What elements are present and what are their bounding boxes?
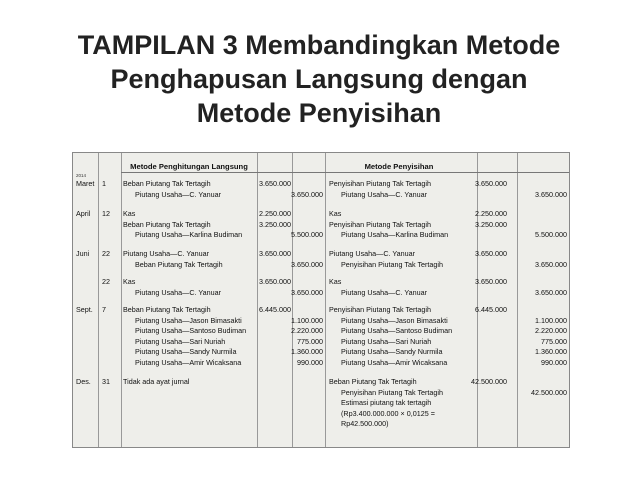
left-account-line: Piutang Usaha—Amir Wicaksana: [135, 357, 242, 367]
column-divider: [517, 153, 518, 447]
left-debit-amount: 3.650.000: [259, 179, 291, 188]
right-account-line: (Rp3.400.000.000 × 0,0125 =: [341, 408, 435, 418]
left-debit-amount: 6.445.000: [259, 305, 291, 314]
year-label: 2014: [76, 173, 87, 178]
right-debit-amount: 6.445.000: [475, 305, 507, 314]
left-account-line: Beban Piutang Tak Tertagih: [135, 259, 223, 269]
right-debit-amount: 3.650.000: [475, 179, 507, 188]
left-method-header: Metode Penghitungan Langsung: [130, 162, 248, 171]
column-divider: [121, 153, 122, 447]
right-account-line: Kas: [329, 209, 342, 218]
left-account-line: Kas: [123, 209, 136, 218]
right-account-line: Piutang Usaha—Karlina Budiman: [341, 230, 449, 239]
right-debit-amount: 3.250.000: [475, 219, 507, 229]
left-account-line: Beban Piutang Tak Tertagih: [123, 305, 211, 314]
column-divider: [325, 153, 326, 447]
right-method-header: Metode Penyisihan: [364, 162, 434, 171]
right-credit-amount: 1.100.000: [535, 315, 567, 325]
right-credit-amount: 42.500.000: [531, 387, 567, 397]
left-debit-amount: 3.650.000: [259, 277, 291, 286]
right-debit-amount: 2.250.000: [475, 209, 507, 218]
journal-comparison-table: [72, 152, 570, 448]
right-account-line: Piutang Usaha—Jason Bimasakti: [341, 315, 448, 325]
entry-month: Des.: [76, 377, 91, 386]
right-credit-amount: 3.650.000: [535, 189, 567, 199]
entry-day: 31: [102, 377, 110, 386]
entry-day: 12: [102, 209, 110, 218]
left-debit-amount: 3.650.000: [259, 249, 291, 258]
right-account-line: Penyisihan Piutang Tak Tertagih: [329, 305, 432, 314]
column-divider: [98, 153, 99, 447]
right-account-line: Penyisihan Piutang Tak Tertagih: [341, 387, 444, 397]
right-debit-amount: 3.650.000: [475, 277, 507, 286]
right-account-line: Beban Piutang Tak Tertagih: [329, 377, 417, 386]
left-credit-amount: 1.360.000: [291, 347, 323, 356]
left-account-line: Beban Piutang Tak Tertagih: [123, 179, 211, 188]
left-credit-amount: 1.100.000: [291, 315, 323, 325]
left-account-line: Piutang Usaha—Jason Bimasakti: [135, 315, 242, 325]
entry-month: Maret: [76, 179, 95, 188]
left-account-line: Beban Piutang Tak Tertagih: [123, 219, 211, 229]
right-credit-amount: 5.500.000: [535, 230, 567, 239]
right-account-line: Piutang Usaha—C. Yanuar: [341, 189, 428, 199]
entry-month: Juni: [76, 249, 90, 258]
left-account-line: Piutang Usaha—Santoso Budiman: [135, 326, 247, 335]
right-account-line: Piutang Usaha—C. Yanuar: [329, 249, 416, 258]
right-credit-amount: 3.650.000: [535, 259, 567, 269]
left-credit-amount: 3.650.000: [291, 287, 323, 297]
left-account-line: Piutang Usaha—C. Yanuar: [123, 249, 210, 258]
column-divider: [477, 153, 478, 447]
entry-month: Sept.: [76, 305, 93, 314]
left-account-line: Kas: [123, 277, 136, 286]
left-account-line: Piutang Usaha—C. Yanuar: [135, 189, 222, 199]
left-account-line: Piutang Usaha—Sandy Nurmila: [135, 347, 237, 356]
right-account-line: Piutang Usaha—Santoso Budiman: [341, 326, 453, 335]
right-account-line: Piutang Usaha—Sari Nuriah: [341, 336, 432, 346]
slide-title: TAMPILAN 3 Membandingkan Metode Penghapusan Langsung dengan Metode Penyisihan: [77, 30, 561, 128]
header-underline: [121, 172, 569, 173]
left-credit-amount: 2.220.000: [291, 326, 323, 335]
entry-day: 1: [102, 179, 106, 188]
left-account-line: Piutang Usaha—C. Yanuar: [135, 287, 222, 297]
right-account-line: Piutang Usaha—Sandy Nurmila: [341, 347, 443, 356]
right-account-line: Piutang Usaha—C. Yanuar: [341, 287, 428, 297]
right-account-line: Rp42.500.000): [341, 419, 389, 428]
entry-day: 22: [102, 277, 110, 286]
entry-month: April: [76, 209, 91, 218]
column-divider: [257, 153, 258, 447]
left-credit-amount: 3.650.000: [291, 259, 323, 269]
left-debit-amount: 2.250.000: [259, 209, 291, 218]
right-account-line: Estimasi piutang tak tertagih: [341, 398, 432, 407]
right-account-line: Penyisihan Piutang Tak Tertagih: [329, 179, 432, 188]
left-account-line: Tidak ada ayat jurnal: [123, 377, 190, 386]
right-credit-amount: 990.000: [541, 357, 567, 367]
right-account-line: Kas: [329, 277, 342, 286]
right-account-line: Penyisihan Piutang Tak Tertagih: [329, 219, 432, 229]
left-credit-amount: 775.000: [297, 336, 323, 346]
left-credit-amount: 3.650.000: [291, 189, 323, 199]
right-debit-amount: 42.500.000: [471, 377, 507, 386]
right-credit-amount: 2.220.000: [535, 326, 567, 335]
left-credit-amount: 990.000: [297, 357, 323, 367]
left-account-line: Piutang Usaha—Sari Nuriah: [135, 336, 226, 346]
right-credit-amount: 3.650.000: [535, 287, 567, 297]
left-debit-amount: 3.250.000: [259, 219, 291, 229]
right-credit-amount: 1.360.000: [535, 347, 567, 356]
right-credit-amount: 775.000: [541, 336, 567, 346]
entry-day: 22: [102, 249, 110, 258]
left-account-line: Piutang Usaha—Karlina Budiman: [135, 230, 243, 239]
right-account-line: Penyisihan Piutang Tak Tertagih: [341, 259, 444, 269]
left-credit-amount: 5.500.000: [291, 230, 323, 239]
right-account-line: Piutang Usaha—Amir Wicaksana: [341, 357, 448, 367]
entry-day: 7: [102, 305, 106, 314]
right-debit-amount: 3.650.000: [475, 249, 507, 258]
